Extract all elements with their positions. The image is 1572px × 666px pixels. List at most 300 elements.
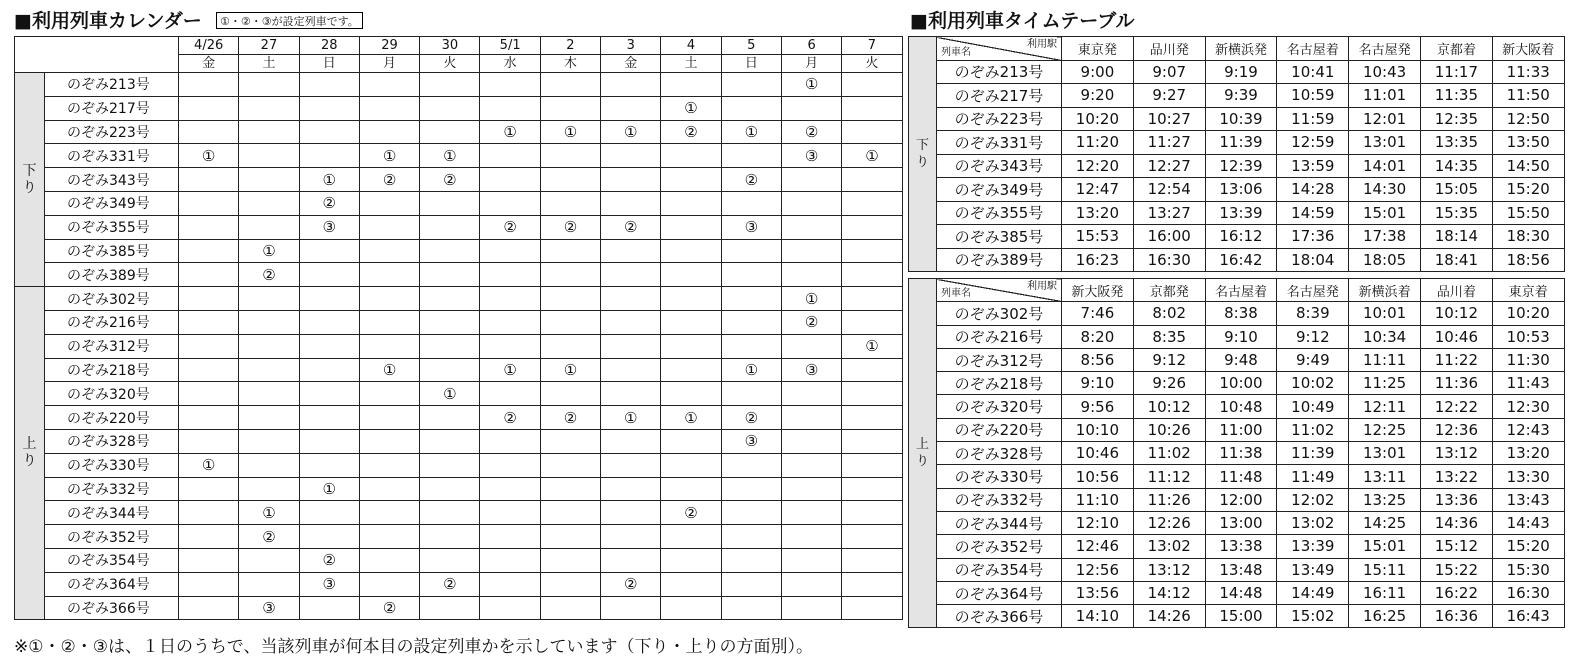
time-cell: 9:10 [1205, 325, 1277, 348]
calendar-cell [359, 215, 419, 239]
time-cell: 11:39 [1205, 131, 1277, 155]
calendar-date-header: 2 [540, 37, 600, 55]
calendar-row [15, 525, 903, 549]
service-mark: ② [684, 122, 698, 141]
calendar-cell [721, 239, 781, 263]
calendar-cell [540, 477, 600, 501]
calendar-cell [299, 548, 359, 572]
time-cell: 17:36 [1277, 225, 1349, 249]
calendar-cell [661, 120, 721, 144]
station-header: 京都着 [1420, 37, 1492, 61]
calendar-cell [781, 144, 841, 168]
calendar-cell [721, 287, 781, 311]
calendar-cell [359, 548, 419, 572]
calendar-cell [239, 287, 299, 311]
calendar-cell [239, 406, 299, 430]
calendar-cell [239, 596, 299, 620]
timetable-row [909, 84, 1565, 108]
calendar-cell [721, 215, 781, 239]
calendar-cell [420, 168, 480, 192]
timetable-row [909, 418, 1565, 441]
timetable-row [909, 558, 1565, 581]
calendar-cell [420, 406, 480, 430]
service-mark: ③ [744, 432, 759, 451]
calendar-cell [239, 525, 299, 549]
calendar-day-header: 月 [359, 55, 419, 73]
calendar-cell [480, 453, 540, 477]
calendar-cell [359, 572, 419, 596]
time-cell: 15:20 [1492, 178, 1564, 202]
calendar-cell [359, 525, 419, 549]
calendar-row [15, 310, 903, 334]
train-name: のぞみ302号 [937, 302, 1062, 325]
calendar-cell [721, 120, 781, 144]
calendar-cell [540, 239, 600, 263]
time-cell: 11:33 [1492, 60, 1564, 84]
time-cell: 10:53 [1492, 325, 1564, 348]
direction-label [909, 37, 937, 272]
calendar-row [15, 548, 903, 572]
station-axis-label: 利用駅 [1027, 281, 1057, 292]
calendar-cell [480, 525, 540, 549]
time-cell: 13:38 [1205, 535, 1277, 558]
train-name: のぞみ349号 [937, 178, 1062, 202]
time-cell: 16:25 [1349, 605, 1421, 628]
timetable-row [909, 535, 1565, 558]
calendar-cell [480, 287, 540, 311]
calendar-cell [601, 287, 661, 311]
time-cell: 12:25 [1349, 418, 1421, 441]
calendar-title: ■利用列車カレンダー [14, 10, 202, 32]
train-name: のぞみ385号 [45, 239, 179, 263]
calendar-cell [359, 287, 419, 311]
calendar-cell [721, 548, 781, 572]
service-mark: ① [322, 170, 336, 189]
time-cell: 15:22 [1420, 558, 1492, 581]
time-cell: 12:47 [1062, 178, 1134, 202]
calendar-cell [480, 239, 540, 263]
calendar-cell [721, 572, 781, 596]
calendar-day-header: 日 [721, 55, 781, 73]
calendar-cell [480, 215, 540, 239]
calendar-cell [601, 453, 661, 477]
calendar-cell [420, 596, 480, 620]
station-header: 新大阪発 [1062, 279, 1134, 302]
calendar-cell [179, 406, 239, 430]
service-mark: ② [382, 170, 397, 189]
calendar-cell [299, 382, 359, 406]
calendar-cell [299, 73, 359, 97]
time-cell: 15:01 [1349, 535, 1421, 558]
service-mark: ① [744, 122, 759, 141]
time-cell: 15:50 [1492, 201, 1564, 225]
station-header: 京都発 [1133, 279, 1205, 302]
calendar-cell [601, 120, 661, 144]
time-cell: 12:54 [1133, 178, 1205, 202]
calendar-cell [540, 548, 600, 572]
train-name: のぞみ217号 [45, 96, 179, 120]
calendar-cell [179, 477, 239, 501]
service-mark: ② [684, 503, 698, 522]
timetable-row [909, 60, 1565, 84]
train-name: のぞみ352号 [45, 525, 179, 549]
time-cell: 14:59 [1277, 201, 1349, 225]
calendar-cell [601, 310, 661, 334]
time-cell: 10:27 [1133, 107, 1205, 131]
calendar-cell [420, 310, 480, 334]
calendar-cell [420, 572, 480, 596]
train-name: のぞみ320号 [937, 395, 1062, 418]
service-mark: ③ [262, 598, 276, 617]
time-cell: 16:23 [1062, 248, 1134, 272]
service-mark: ① [382, 146, 397, 165]
time-cell: 12:46 [1062, 535, 1134, 558]
time-cell: 15:35 [1420, 201, 1492, 225]
calendar-cell [781, 382, 841, 406]
calendar-cell [299, 358, 359, 382]
timetable-row [909, 442, 1565, 465]
calendar-cell [721, 144, 781, 168]
calendar-cell [721, 477, 781, 501]
calendar-cell [359, 191, 419, 215]
time-cell: 12:00 [1205, 488, 1277, 511]
direction-label [909, 279, 937, 628]
calendar-row [15, 215, 903, 239]
time-cell: 8:56 [1062, 348, 1134, 371]
service-mark: ② [563, 218, 578, 237]
service-mark: ② [382, 598, 397, 617]
service-mark: ① [804, 75, 819, 94]
train-name: のぞみ312号 [45, 334, 179, 358]
time-cell: 11:10 [1062, 488, 1134, 511]
time-cell: 13:20 [1492, 442, 1564, 465]
time-cell: 11:00 [1205, 418, 1277, 441]
time-cell: 11:02 [1277, 418, 1349, 441]
calendar-cell [661, 548, 721, 572]
calendar-cell [480, 477, 540, 501]
calendar-cell [299, 168, 359, 192]
calendar-cell [842, 453, 902, 477]
calendar-cell [721, 429, 781, 453]
calendar-row [15, 382, 903, 406]
time-cell: 15:00 [1205, 605, 1277, 628]
calendar-date-header: 4/26 [179, 37, 239, 55]
time-cell: 16:30 [1133, 248, 1205, 272]
time-cell: 14:10 [1062, 605, 1134, 628]
calendar-cell [359, 263, 419, 287]
calendar-cell [179, 144, 239, 168]
time-cell: 13:30 [1492, 465, 1564, 488]
header-corner-cell [937, 279, 1062, 302]
calendar-cell [842, 382, 902, 406]
service-mark: ① [322, 479, 336, 498]
train-name: のぞみ220号 [937, 418, 1062, 441]
calendar-cell [480, 96, 540, 120]
calendar-cell [299, 406, 359, 430]
time-cell: 16:43 [1492, 605, 1564, 628]
calendar-cell [601, 382, 661, 406]
header-corner-cell [937, 37, 1062, 61]
calendar-cell [359, 144, 419, 168]
calendar-cell [601, 501, 661, 525]
time-cell: 13:48 [1205, 558, 1277, 581]
time-cell: 8:20 [1062, 325, 1134, 348]
calendar-cell [239, 215, 299, 239]
calendar-cell [359, 382, 419, 406]
calendar-day-header: 水 [480, 55, 540, 73]
calendar-cell [661, 215, 721, 239]
time-cell: 12:26 [1133, 511, 1205, 534]
calendar-cell [179, 96, 239, 120]
time-cell: 8:35 [1133, 325, 1205, 348]
calendar-cell [480, 144, 540, 168]
direction-label [15, 287, 45, 620]
time-cell: 13:49 [1277, 558, 1349, 581]
calendar-cell [299, 501, 359, 525]
service-mark: ① [503, 122, 517, 141]
time-cell: 14:36 [1420, 511, 1492, 534]
calendar-row [15, 120, 903, 144]
time-cell: 9:48 [1205, 348, 1277, 371]
calendar-note: ①・②・③が設定列車です。 [216, 12, 363, 29]
calendar-row [15, 334, 903, 358]
train-name: のぞみ343号 [937, 154, 1062, 178]
time-cell: 12:01 [1349, 107, 1421, 131]
calendar-cell [661, 310, 721, 334]
timetable-row [909, 302, 1565, 325]
train-name: のぞみ302号 [45, 287, 179, 311]
time-cell: 15:30 [1492, 558, 1564, 581]
calendar-cell [420, 73, 480, 97]
service-mark: ① [865, 337, 879, 356]
calendar-cell [420, 144, 480, 168]
calendar-cell [420, 334, 480, 358]
time-cell: 18:04 [1277, 248, 1349, 272]
calendar-cell [359, 429, 419, 453]
calendar-cell [781, 263, 841, 287]
service-mark: ① [624, 408, 638, 427]
calendar-cell [540, 572, 600, 596]
calendar-row [15, 406, 903, 430]
calendar-cell [721, 596, 781, 620]
time-cell: 9:10 [1062, 372, 1134, 395]
train-name: のぞみ328号 [937, 442, 1062, 465]
calendar-cell [842, 501, 902, 525]
calendar-cell [239, 96, 299, 120]
calendar-date-header: 29 [359, 37, 419, 55]
calendar-row [15, 239, 903, 263]
time-cell: 13:39 [1205, 201, 1277, 225]
timetable-row [909, 488, 1565, 511]
time-cell: 8:02 [1133, 302, 1205, 325]
time-cell: 9:26 [1133, 372, 1205, 395]
calendar-cell [842, 429, 902, 453]
calendar-cell [420, 501, 480, 525]
calendar-cell [721, 501, 781, 525]
time-cell: 15:05 [1420, 178, 1492, 202]
calendar-cell [239, 191, 299, 215]
calendar-row [15, 263, 903, 287]
time-cell: 14:25 [1349, 511, 1421, 534]
direction-label [15, 73, 45, 287]
time-cell: 12:11 [1349, 395, 1421, 418]
train-name: のぞみ218号 [937, 372, 1062, 395]
calendar-cell [781, 596, 841, 620]
service-mark: ① [684, 99, 698, 118]
calendar-cell [239, 239, 299, 263]
calendar-cell [299, 334, 359, 358]
time-cell: 16:30 [1492, 581, 1564, 604]
train-name: のぞみ312号 [937, 348, 1062, 371]
time-cell: 11:38 [1205, 442, 1277, 465]
train-name: のぞみ218号 [45, 358, 179, 382]
calendar-cell [299, 96, 359, 120]
calendar-day-header: 木 [540, 55, 600, 73]
calendar-cell [239, 263, 299, 287]
service-mark: ① [503, 360, 517, 379]
calendar-cell [661, 501, 721, 525]
station-header: 名古屋発 [1277, 279, 1349, 302]
calendar-date-header: 5/1 [480, 37, 540, 55]
train-name: のぞみ330号 [937, 465, 1062, 488]
timetable-row [909, 605, 1565, 628]
time-cell: 16:12 [1205, 225, 1277, 249]
calendar-cell [721, 406, 781, 430]
station-header: 東京発 [1062, 37, 1134, 61]
calendar-cell [601, 358, 661, 382]
calendar-cell [359, 477, 419, 501]
calendar-cell [721, 191, 781, 215]
calendar-cell [842, 525, 902, 549]
calendar-cell [781, 310, 841, 334]
calendar-day-header: 火 [842, 55, 902, 73]
calendar-cell [239, 429, 299, 453]
calendar-cell [661, 477, 721, 501]
time-cell: 9:19 [1205, 60, 1277, 84]
calendar-cell [420, 287, 480, 311]
calendar-cell [842, 358, 902, 382]
time-cell: 9:20 [1062, 84, 1134, 108]
station-header: 新大阪着 [1492, 37, 1564, 61]
time-cell: 10:20 [1062, 107, 1134, 131]
calendar-cell [179, 287, 239, 311]
calendar-cell [239, 310, 299, 334]
calendar-cell [842, 572, 902, 596]
calendar-cell [239, 548, 299, 572]
time-cell: 11:39 [1277, 442, 1349, 465]
calendar-cell [179, 358, 239, 382]
time-cell: 13:02 [1277, 511, 1349, 534]
train-name: のぞみ364号 [937, 581, 1062, 604]
timetable-row [909, 325, 1565, 348]
calendar-cell [420, 120, 480, 144]
calendar-cell [540, 191, 600, 215]
timetable-row [909, 154, 1565, 178]
calendar-cell [299, 144, 359, 168]
timetable-title: ■利用列車タイムテーブル [910, 10, 1135, 32]
calendar-cell [721, 334, 781, 358]
calendar-date-header: 4 [661, 37, 721, 55]
train-name: のぞみ352号 [937, 535, 1062, 558]
calendar-day-header: 日 [299, 55, 359, 73]
time-cell: 12:20 [1062, 154, 1134, 178]
time-cell: 12:27 [1133, 154, 1205, 178]
calendar-cell [480, 596, 540, 620]
calendar-date-header: 30 [420, 37, 480, 55]
train-name: のぞみ220号 [45, 406, 179, 430]
service-mark: ① [624, 122, 638, 141]
train-name: のぞみ354号 [937, 558, 1062, 581]
time-cell: 14:48 [1205, 581, 1277, 604]
calendar-cell [179, 548, 239, 572]
station-header: 名古屋着 [1205, 279, 1277, 302]
calendar-cell [299, 287, 359, 311]
calendar-date-header: 7 [842, 37, 902, 55]
calendar-cell [299, 239, 359, 263]
calendar-cell [299, 263, 359, 287]
calendar-cell [299, 191, 359, 215]
calendar-cell [359, 239, 419, 263]
train-name: のぞみ366号 [937, 605, 1062, 628]
calendar-date-row [15, 37, 903, 55]
time-cell: 9:12 [1277, 325, 1349, 348]
calendar-cell [601, 548, 661, 572]
calendar-cell [179, 191, 239, 215]
calendar-row [15, 596, 903, 620]
time-cell: 18:14 [1420, 225, 1492, 249]
calendar-cell [661, 191, 721, 215]
service-mark: ② [262, 265, 276, 284]
calendar-cell [299, 596, 359, 620]
time-cell: 11:20 [1062, 131, 1134, 155]
time-cell: 12:35 [1420, 107, 1492, 131]
calendar-cell [359, 73, 419, 97]
calendar-cell [480, 334, 540, 358]
calendar-cell [359, 501, 419, 525]
calendar-cell [661, 239, 721, 263]
calendar-row [15, 168, 903, 192]
calendar-cell [179, 382, 239, 406]
footnote: ※①・②・③は、１日のうちで、当該列車が何本目の設定列車かを示しています（下り・上りの方面別）。 [14, 637, 813, 657]
calendar-cell [601, 334, 661, 358]
calendar-cell [420, 191, 480, 215]
calendar-cell [601, 525, 661, 549]
time-cell: 10:01 [1349, 302, 1421, 325]
time-cell: 16:22 [1420, 581, 1492, 604]
train-name: のぞみ217号 [937, 84, 1062, 108]
calendar-cell [781, 191, 841, 215]
time-cell: 14:30 [1349, 178, 1421, 202]
calendar-cell [781, 168, 841, 192]
time-cell: 15:12 [1420, 535, 1492, 558]
time-cell: 9:56 [1062, 395, 1134, 418]
time-cell: 11:27 [1133, 131, 1205, 155]
calendar-date-header: 28 [299, 37, 359, 55]
calendar-cell [601, 73, 661, 97]
station-header: 名古屋着 [1277, 37, 1349, 61]
calendar-cell [239, 334, 299, 358]
time-cell: 13:56 [1062, 581, 1134, 604]
time-cell: 9:07 [1133, 60, 1205, 84]
timetable-row [909, 348, 1565, 371]
calendar-cell [359, 120, 419, 144]
calendar-cell [359, 168, 419, 192]
service-mark: ③ [322, 575, 336, 594]
time-cell: 12:59 [1277, 131, 1349, 155]
calendar-cell [721, 453, 781, 477]
calendar-cell [842, 477, 902, 501]
service-mark: ① [563, 122, 578, 141]
